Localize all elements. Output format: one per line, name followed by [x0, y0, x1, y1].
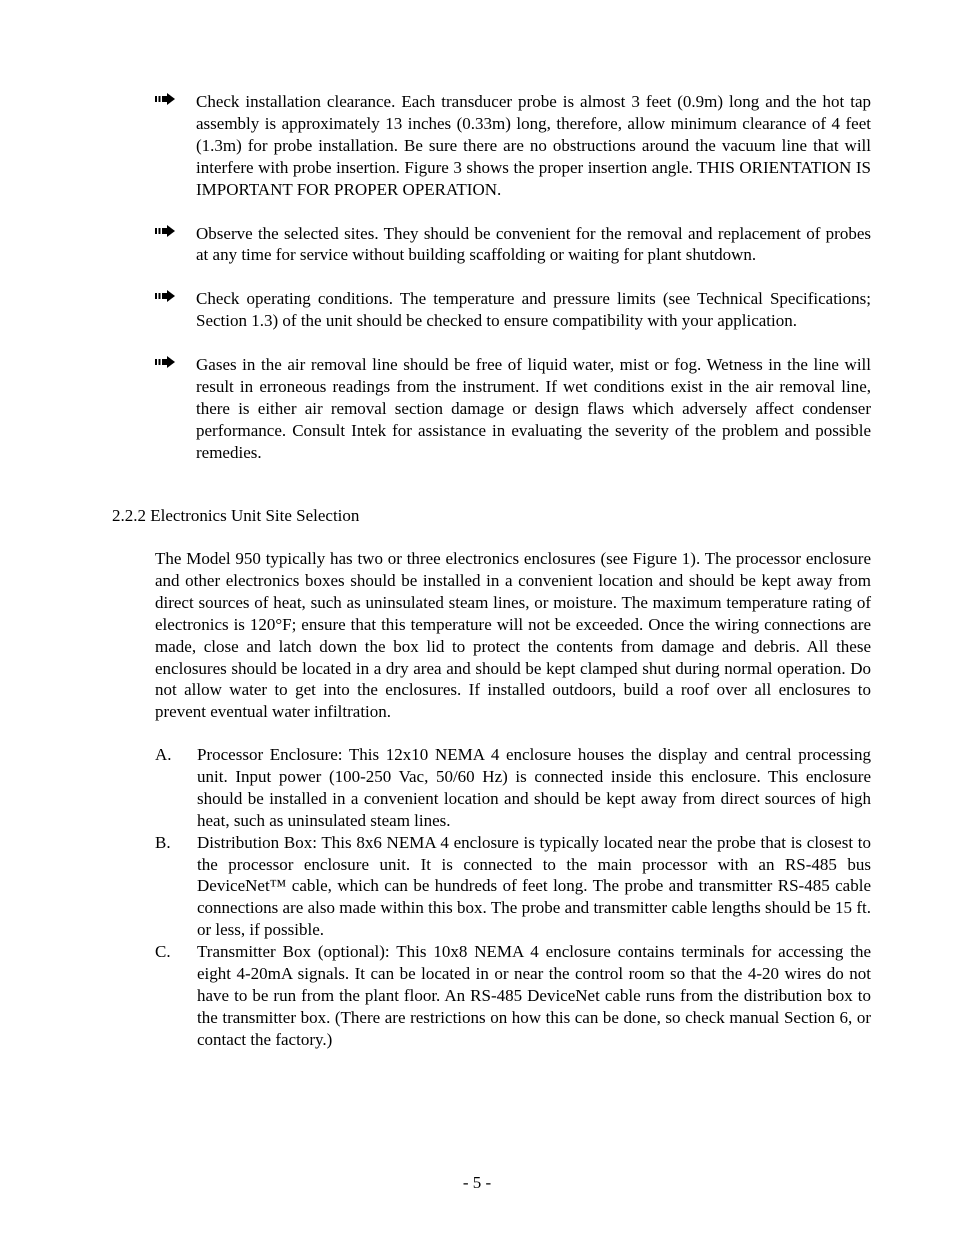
bullet-text: Check installation clearance. Each transducer probe is almost 3 feet (0.9m) long and the hot tap assembly is approximately 13 inches (0.33m) long, therefore, allow minimum clearance of 4 feet (1.3m) for probe installation. Be sure there are no obstructions around the vacuum line that will interfere with probe insertion. Figure 3 shows the proper insertion angle. THIS ORIENTATION IS IMPORTANT FOR PROPER OPERATION.	[196, 92, 871, 199]
enclosure-list	[155, 744, 871, 1051]
list-item-text: Processor Enclosure: This 12x10 NEMA 4 enclosure houses the display and central processing unit. Input power (100-250 Vac, 50/60 Hz) is connected inside this enclosure. This enclosure should be installed in a convenient location and should be kept away from direct sources of high heat, such as uninsulated steam lines.	[197, 745, 871, 830]
list-letter: C.	[155, 942, 171, 962]
arrow-bullet-icon	[155, 93, 175, 105]
section-paragraph: The Model 950 typically has two or three electronics enclosures (see Figure 1). The processor enclosure and other electronics boxes should be installed in a convenient location and should be kept away from direct sources of heat, such as uninsulated steam lines, or moisture. The maximum temperature rating of electronics is 120°F; ensure that this temperature will not be exceeded. Once the wiring connections are made, close and latch down the box lid to protect the contents from damage and debris. All these enclosures should be located in a dry area and should be kept clamped shut during normal operation. Do not allow water to get into the enclosures. If installed outdoors, build a roof over all enclosures to prevent eventual water infiltration.	[155, 549, 871, 722]
list-item-text: Transmitter Box (optional): This 10x8 NEMA 4 enclosure contains terminals for accessing the eight 4-20mA signals. It can be located in or near the control room so that the 4-20 wires do not have to be run from the plant floor. An RS-485 DeviceNet cable runs from the distribution box to the transmitter box. (There are restrictions on how this can be done, so check manual Section 6, or contact the factory.)	[197, 942, 871, 1049]
list-letter: B.	[155, 832, 171, 852]
list-letter: A.	[155, 745, 172, 764]
bullet-item-sites	[155, 223, 871, 267]
page-number: - 5 -	[462, 1173, 492, 1192]
bullet-item-gases	[155, 354, 871, 464]
arrow-bullet-icon	[155, 225, 175, 237]
arrow-bullet-icon	[155, 356, 175, 368]
list-item-text: Distribution Box: This 8x6 NEMA 4 enclosure is typically located near the probe that is closest to the processor enclosure unit. It is connected to the main processor with an RS-485 bus DeviceNet™ cable, which can be hundreds of feet long. The probe and transmitter RS-485 cable connections are also made within this box. The probe and transmitter cable lengths should be 15 ft. or less, if possible.	[197, 832, 871, 940]
list-item-distribution-box	[155, 832, 871, 942]
list-item-processor-enclosure	[155, 744, 871, 832]
bullet-text: Check operating conditions. The temperature and pressure limits (see Technical Specifications; Section 1.3) of the unit should be checked to ensure compatibility with your application.	[196, 289, 871, 331]
section-heading: 2.2.2 Electronics Unit Site Selection	[112, 506, 360, 525]
bullet-item-conditions	[155, 288, 871, 332]
list-item-transmitter-box	[155, 941, 871, 1051]
bullet-text: Observe the selected sites. They should be convenient for the removal and replacement of probes at any time for service without building scaffolding or waiting for plant shutdown.	[196, 223, 871, 265]
bullet-list	[155, 91, 871, 486]
bullet-text: Gases in the air removal line should be free of liquid water, mist or fog. Wetness in the line will result in erroneous readings from the instrument. If wet conditions exist in the air removal line, there is either air removal section damage or design flaws which adversely affect condenser performance. Consult Intek for assistance in evaluating the severity of the problem and possible remedies.	[196, 355, 871, 462]
bullet-item-clearance	[155, 91, 871, 201]
arrow-bullet-icon	[155, 290, 175, 302]
